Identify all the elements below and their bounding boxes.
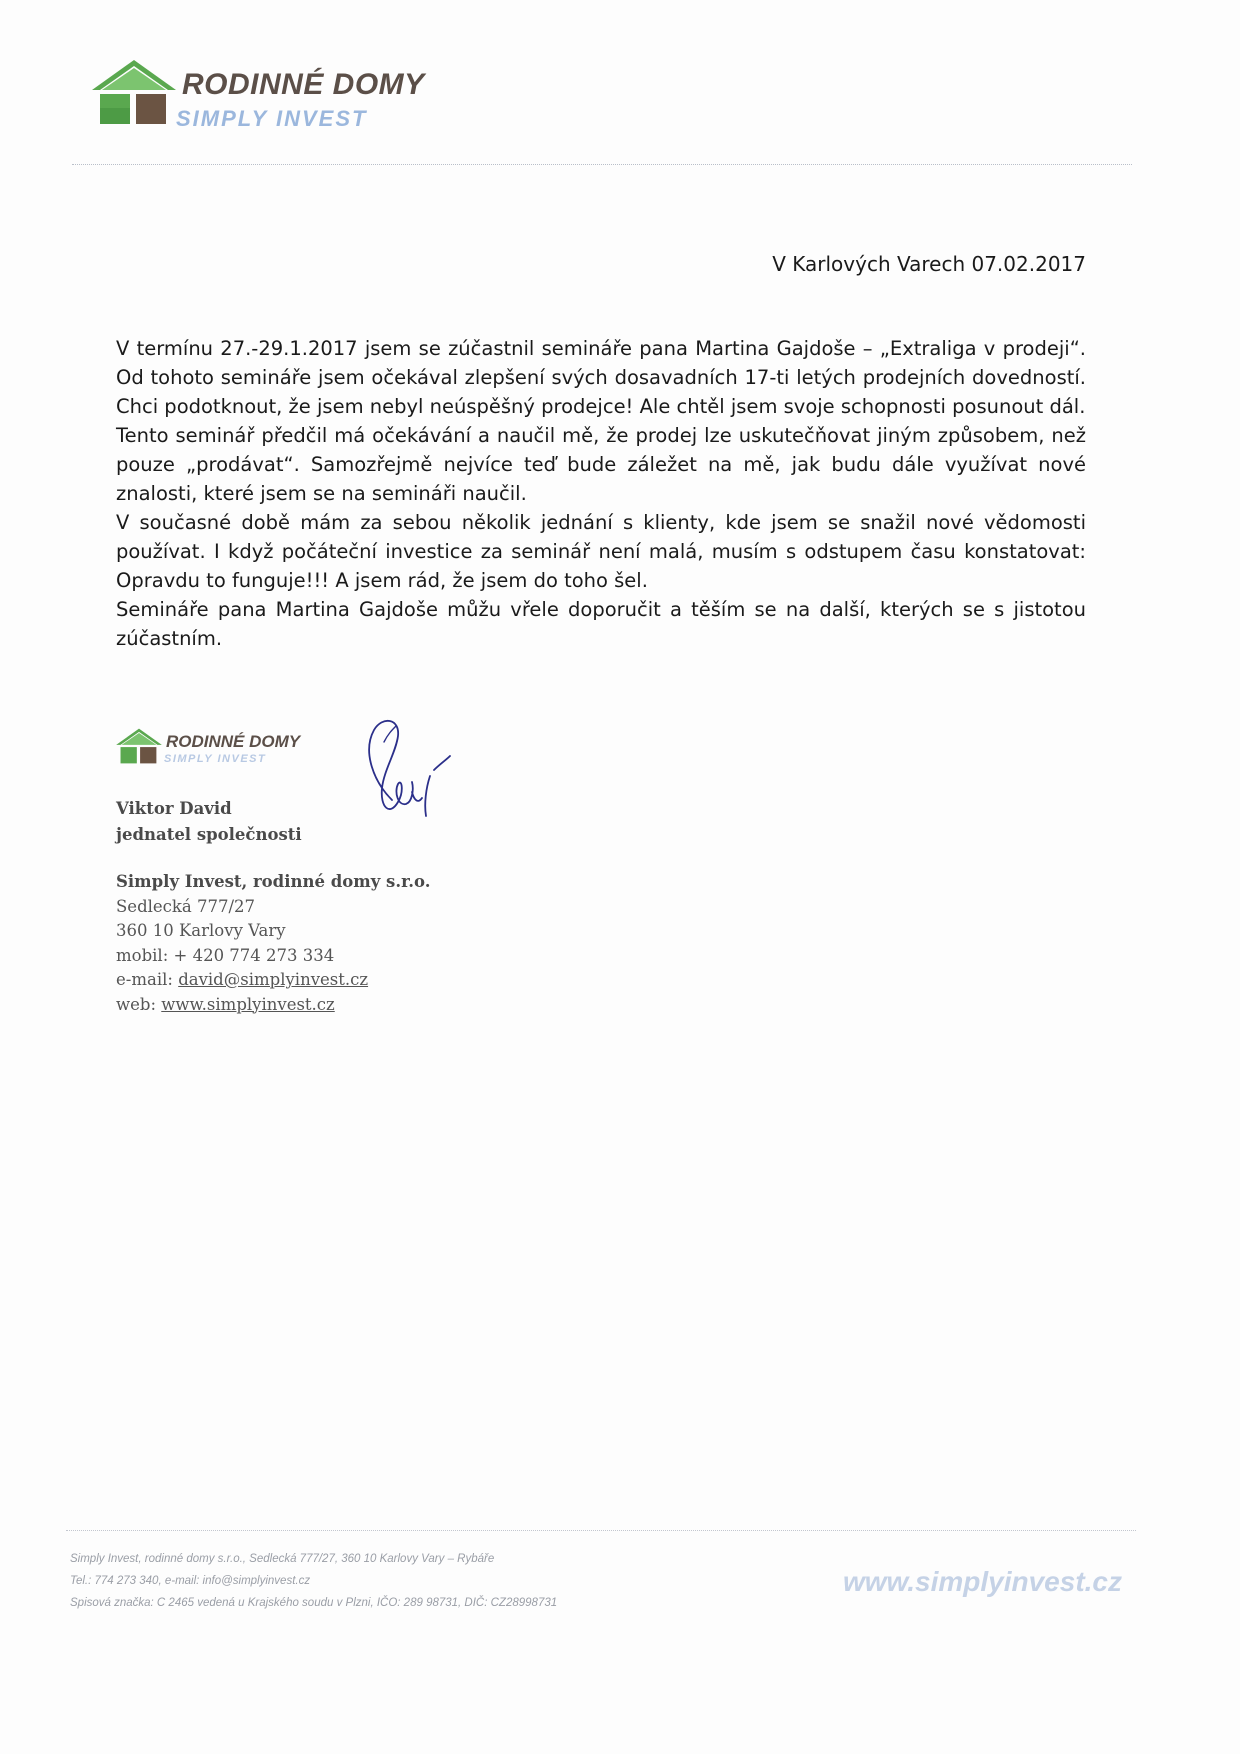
company-email-line <box>116 968 430 993</box>
footer-line-registration: Spisová značka: C 2465 vedená u Krajského soudu v Plzni, IČO: 289 98731, DIČ: CZ28998731 <box>70 1597 558 1609</box>
house-logo-icon <box>114 724 164 768</box>
company-contact <box>116 870 430 1017</box>
footer-website[interactable]: www.simplyinvest.cz <box>842 1566 1122 1597</box>
letter-date: V Karlových Varech 07.02.2017 <box>772 252 1086 276</box>
web-label: web: <box>116 994 162 1014</box>
company-street: Sedlecká 777/27 <box>116 896 256 916</box>
company-name: Simply Invest, rodinné domy s.r.o. <box>116 872 431 891</box>
logo-subtitle: SIMPLY INVEST <box>176 106 368 131</box>
signature-logo <box>114 724 334 774</box>
header-divider <box>72 164 1132 165</box>
company-city: 360 10 Karlovy Vary <box>116 921 286 940</box>
paragraph: V termínu 27.-29.1.2017 jsem se zúčastnil semináře pana Martina Gajdoše – „Extraliga v prodeji“. Od tohoto semináře jsem očekával zlepšení svých dosavadních 17-ti letých prodejních dovedností. Chci podotknout, že jsem nebyl neúspěšný prodejce! Ale chtěl jsem svoje schopnosti posunout dál. <box>116 337 1086 418</box>
web-link[interactable]: www.simplyinvest.cz <box>161 994 335 1014</box>
handwritten-signature <box>354 712 464 832</box>
footer-divider <box>66 1530 1136 1531</box>
paragraph: V současné době mám za sebou několik jednání s klienty, kde jsem se snažil nové vědomosti používat. I když počáteční investice za seminář není malá, musím s odstupem času konstatovat: Opravdu to funguje!!! A jsem rád, že jsem do toho šel. <box>116 511 1086 592</box>
footer-line-address: Simply Invest, rodinné domy s.r.o., Sedlecká 777/27, 360 10 Karlovy Vary – Rybáře <box>70 1553 495 1565</box>
company-logo <box>88 56 448 140</box>
signer <box>116 796 302 848</box>
signer-role: jednatel společnosti <box>116 825 302 844</box>
paragraph: Tento seminář předčil má očekávání a naučil mě, že prodej lze uskutečňovat jiným způsobem, než pouze „prodávat“. Samozřejmě nejvíce teď bude záležet na mě, jak budu dále využívat nové znalosti, které jsem se na semináři naučil. <box>116 424 1086 505</box>
signature-logo-title: RODINNÉ DOMY <box>166 732 301 751</box>
signature-logo-subtitle: SIMPLY INVEST <box>164 753 267 765</box>
company-web-line <box>116 993 430 1018</box>
company-mobile: mobil: + 420 774 273 334 <box>116 945 335 965</box>
email-link[interactable]: david@simplyinvest.cz <box>178 970 369 989</box>
signer-name: Viktor David <box>116 799 232 818</box>
house-logo-icon <box>88 56 180 128</box>
logo-title: RODINNÉ DOMY <box>182 68 425 101</box>
footer-line-contact: Tel.: 774 273 340, e-mail: info@simplyinvest.cz <box>70 1575 311 1587</box>
email-label: e-mail: <box>116 970 179 989</box>
letter-body <box>116 334 1086 653</box>
paragraph: Semináře pana Martina Gajdoše můžu vřele doporučit a těším se na další, kterých se s jistotou zúčastním. <box>116 598 1086 650</box>
footer-info <box>70 1548 557 1614</box>
